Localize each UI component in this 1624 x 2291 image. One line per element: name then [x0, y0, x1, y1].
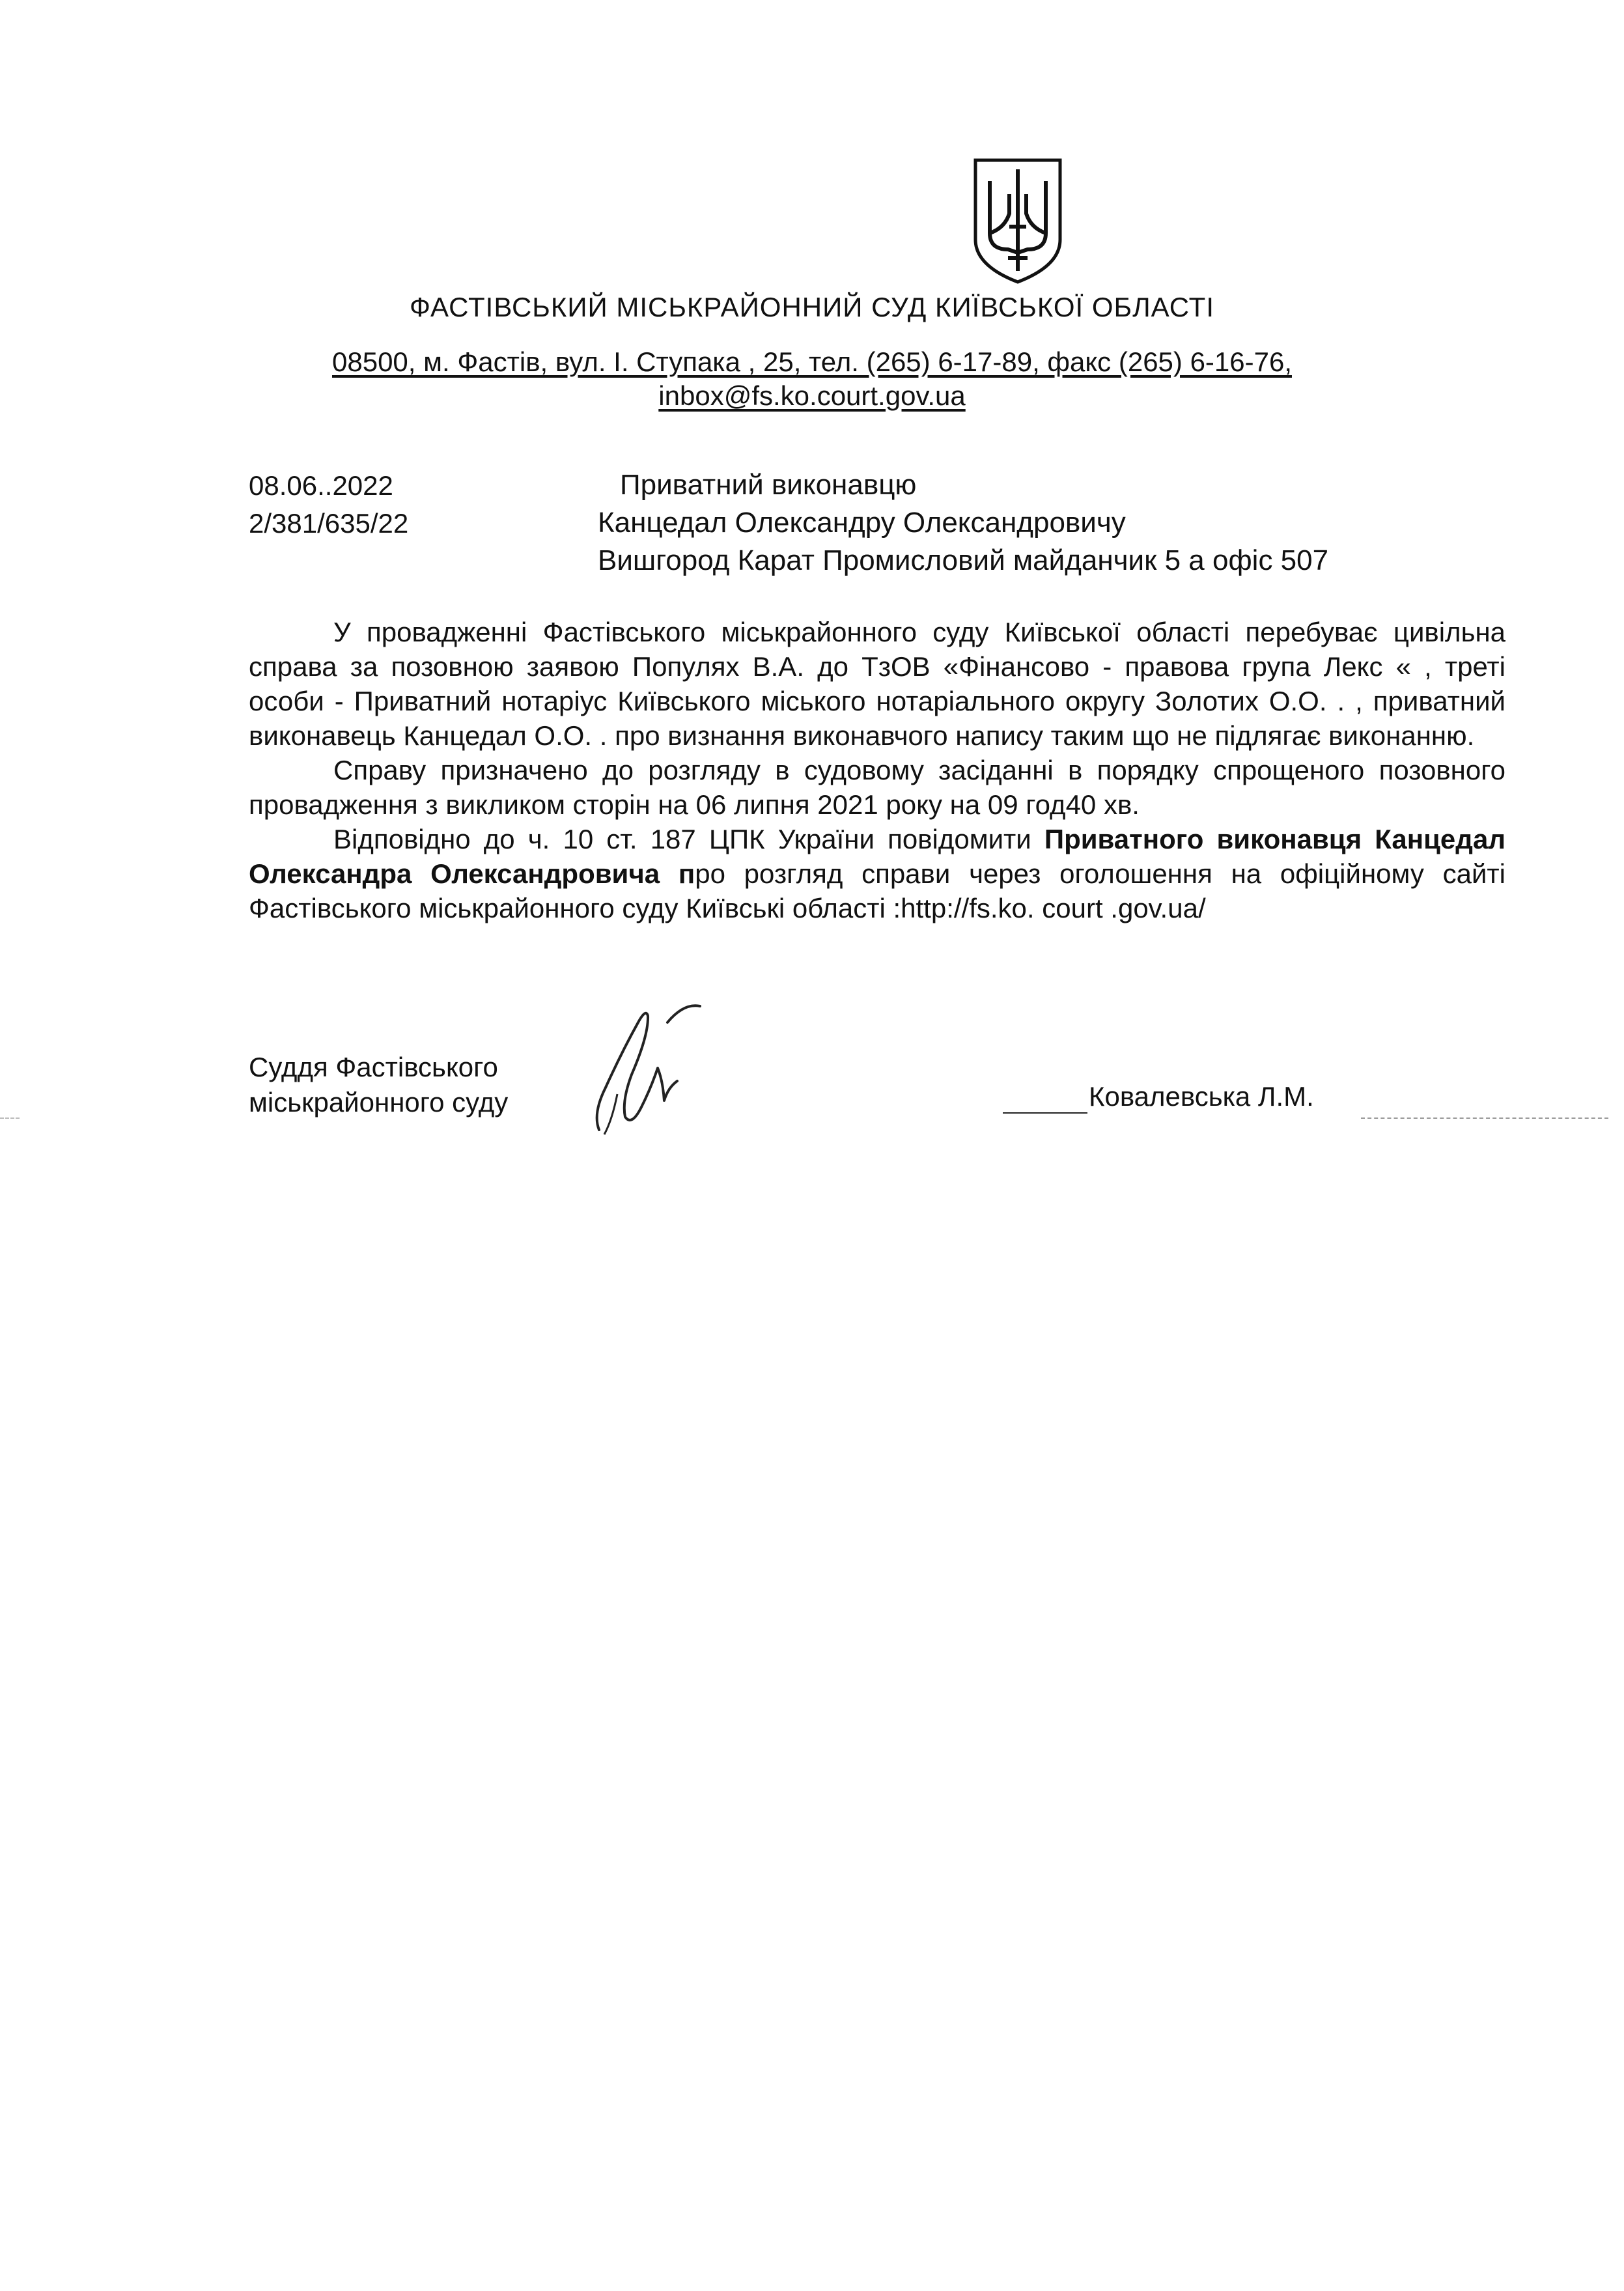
- judge-name: Ковалевська Л.М.: [1089, 1081, 1314, 1112]
- body-paragraph-2: Справу призначено до розгляду в судовому засіданні в порядку спрощеного позовного провадження з викликом сторін на 06 липня 2021 року на 09 год40 хв.: [249, 755, 1505, 820]
- court-name: ФАСТІВСЬКИЙ МІСЬКРАЙОННИЙ СУД КИЇВСЬКОЇ ОБЛАСТІ: [409, 292, 1214, 322]
- judge-title-line1: Суддя Фастівського: [249, 1052, 498, 1082]
- body-paragraph-3-end: ро розгляд справи через оголошення на офіційному сайті Фастівського міськрайонного суду Київські області :http://fs.ko. court .gov.ua/: [249, 858, 1505, 923]
- body-paragraph-3-bold: Приватного виконавця Канцедал Олександра Олександровича п: [249, 824, 1505, 889]
- body-paragraph-3: [249, 822, 1505, 925]
- body-paragraph-3-start: Відповідно до ч. 10 ст. 187 ЦПК України повідомити: [333, 824, 1044, 854]
- court-email[interactable]: [0, 380, 1624, 412]
- signature-underline: [1003, 1112, 1087, 1114]
- divider-line: [1361, 1117, 1608, 1119]
- handwritten-signature: [586, 990, 710, 1140]
- margin-mark: [0, 1117, 20, 1119]
- letter-body: [249, 615, 1505, 925]
- coat-of-arms-icon: [969, 155, 1067, 285]
- court-address: 08500, м. Фастів, вул. І. Ступака , 25, тел. (265) 6-17-89, факс (265) 6-16-76,: [332, 346, 1292, 377]
- judge-title-line2: міськрайонного суду: [249, 1087, 509, 1117]
- body-paragraph-1: У провадженні Фастівського міськрайонного суду Київської області перебуває цивільна справа за позовною заявою Популях В.А. до ТзОВ «Фінансово - правова група Лекс « , треті особи - Приватний нотаріус Київського міського нотаріального округу Золотих О.О. . , приватний виконавець Канцедал О.О. . про визнання виконавчого напису таким що не підлягає виконанню.: [249, 617, 1505, 751]
- addressee-name: Канцедал Олександру Олександровичу: [598, 507, 1126, 539]
- addressee-address: Вишгород Карат Промисловий майданчик 5 а офіс 507: [598, 544, 1329, 576]
- court-email-suffix: ua: [935, 380, 966, 411]
- judge-title: [249, 1050, 508, 1120]
- addressee-title: Приватний виконавцю: [620, 469, 917, 501]
- court-email-link[interactable]: inbox@fs.ko.court.gov.: [658, 380, 935, 411]
- case-number: 2/381/635/22: [249, 508, 409, 539]
- letter-date: 08.06..2022: [249, 470, 393, 501]
